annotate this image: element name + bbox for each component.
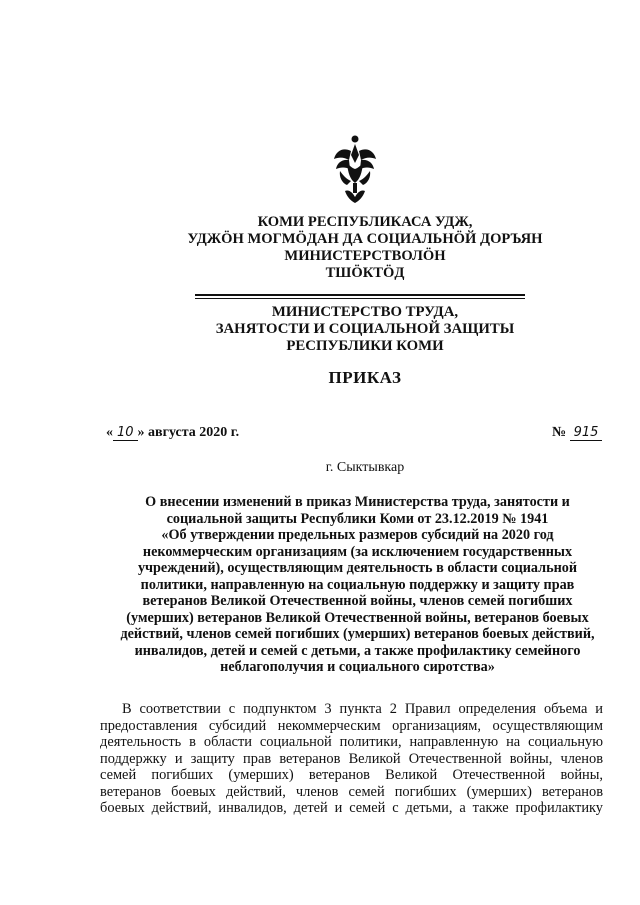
body-line: предоставления субсидий некоммерческим организациям, осуществляющим	[100, 717, 603, 734]
header-divider-thick	[195, 294, 525, 296]
ministry-heading-line: РЕСПУБЛИКИ КОМИ	[286, 338, 444, 354]
komi-heading-line: УДЖӦН МОГМӦДАН ДА СОЦИАЛЬНӦЙ ДОРЪЯН	[187, 231, 543, 247]
ministry-heading-line: ЗАНЯТОСТИ И СОЦИАЛЬНОЙ ЗАЩИТЫ	[215, 321, 515, 337]
body-line: боевых действий, инвалидов, детей и семей с детьми, а также профилактику	[100, 800, 603, 816]
order-date	[106, 425, 239, 441]
order-number	[552, 425, 602, 441]
handwritten-day: 10	[113, 426, 138, 441]
subject-line: инвалидов, детей и семей с детьми, а также профилактику семейного	[134, 642, 581, 659]
city-line: г. Сыктывкар	[325, 460, 405, 475]
body-line: поддержку и защиту прав ветеранов Великой Отечественной войны, членов	[100, 750, 603, 767]
subject-line: «Об утверждении предельных размеров субсидий на 2020 год	[161, 527, 554, 543]
date-month-year: августа 2020 г.	[144, 425, 240, 440]
komi-coat-of-arms-icon	[331, 133, 379, 205]
body-line: деятельность в области социальной политики, направленную на социальную	[100, 734, 603, 750]
subject-line: социальной защиты Республики Коми от 23.12.2019 № 1941	[166, 510, 549, 527]
subject-line: (умерших) ветеранов Великой Отечественной войны, ветеранов боевых	[126, 609, 589, 626]
order-subject	[100, 494, 615, 676]
subject-line: ветеранов Великой Отечественной войны, членов семей погибших	[142, 593, 573, 609]
komi-heading-line: КОМИ РЕСПУБЛИКАСА УДЖ,	[257, 214, 473, 230]
body-line: семей погибших (умерших) ветеранов Великой Отечественной войны,	[100, 767, 603, 783]
ministry-heading-line: МИНИСТЕРСТВО ТРУДА,	[271, 304, 459, 320]
subject-line: неблагополучия и социального сиротства»	[220, 659, 495, 675]
number-label: №	[552, 425, 567, 440]
header-divider-thin	[195, 298, 525, 299]
document-type-title: ПРИКАЗ	[328, 368, 402, 387]
body-line: ветеранов боевых действий, членов семей погибших (умерших) ветеранов	[100, 783, 603, 800]
date-open-quote: «	[106, 425, 113, 440]
subject-line: действий, членов семей погибших (умерших) ветеранов боевых действий,	[120, 626, 595, 642]
ministry-heading	[150, 304, 580, 355]
handwritten-number: 915	[570, 426, 603, 441]
komi-heading-line: ТШӦКТӦД	[325, 265, 405, 281]
komi-heading-line: МИНИСТЕРСТВОЛӦН	[284, 248, 446, 264]
date-close-quote: »	[137, 425, 145, 440]
order-body-text	[100, 701, 603, 817]
subject-line: О внесении изменений в приказ Министерства труда, занятости и	[145, 494, 570, 510]
body-line: В соответствии с подпунктом 3 пункта 2 Правил определения объема и	[122, 701, 603, 717]
subject-line: некоммерческим организациям (за исключением государственных	[142, 543, 573, 560]
komi-language-heading	[150, 214, 580, 282]
subject-line: учреждений), осуществляющим деятельность в области социальной	[137, 560, 578, 576]
subject-line: политики, направленную на социальную поддержку и защиту прав	[140, 576, 575, 593]
